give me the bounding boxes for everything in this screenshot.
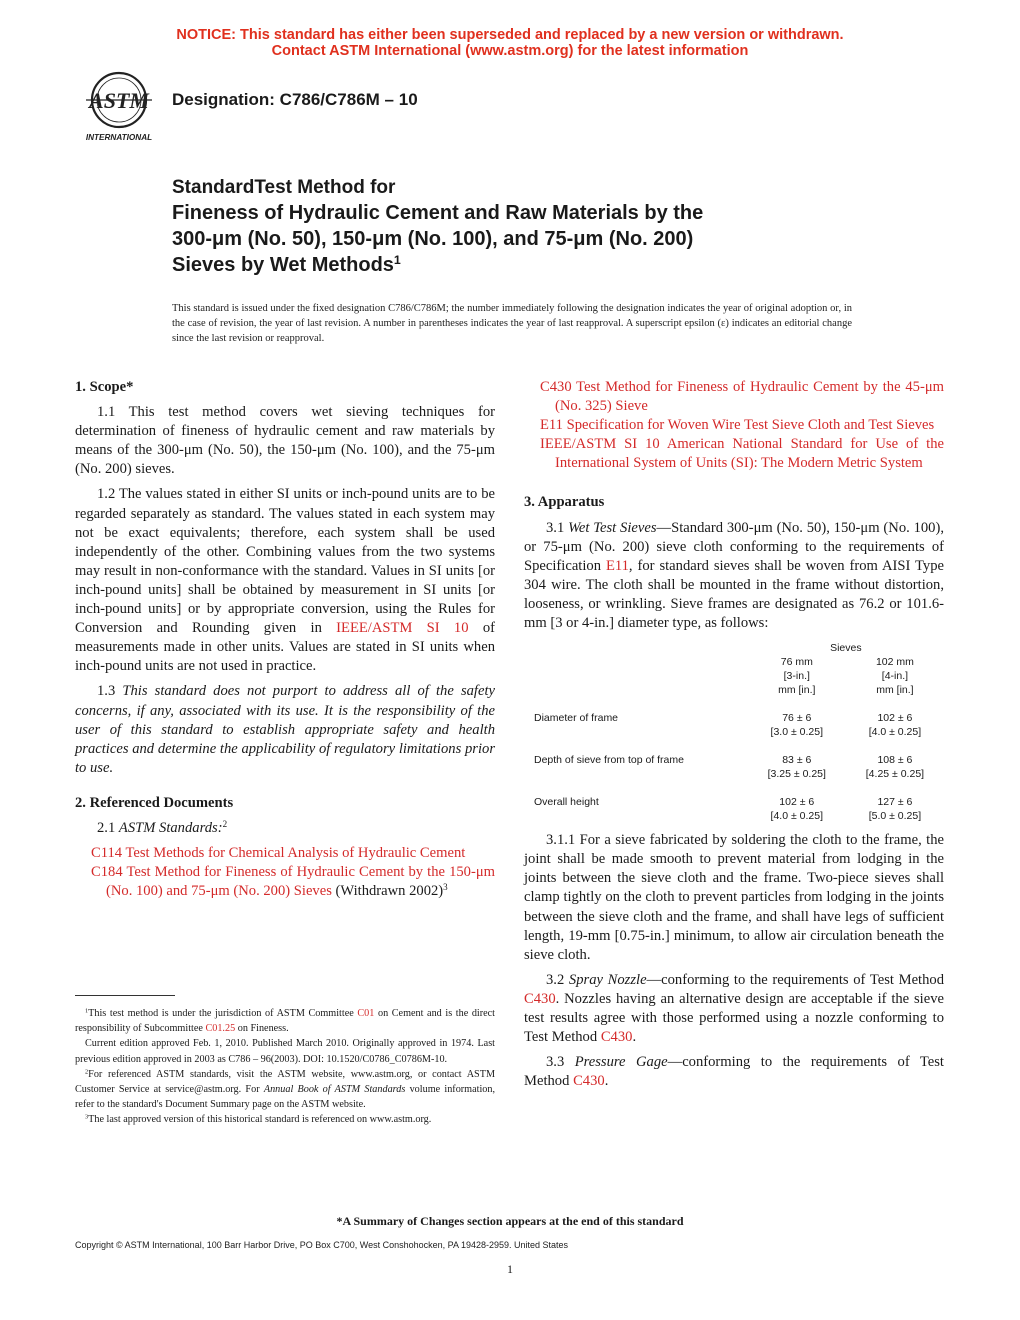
row-label: Depth of sieve from top of frame: [534, 754, 684, 767]
scope-1-3-text: This standard does not purport to address all of the safety concerns, if any, associated with its use. It is the responsibility of the user of this standard to establish appropriate safety and health practices and determine the applicability of regulatory limitations prior to use.: [75, 683, 495, 776]
footnote-divider: [75, 995, 175, 996]
ref-c430-code[interactable]: C430: [540, 379, 572, 395]
footnote-2-book-title: Annual Book of ASTM Standards: [263, 1084, 406, 1096]
issuance-statement: This standard is issued under the fixed designation C786/C786M; the number immediately following the designation indicates the year of original adoption or, in the case of revision, the year of last revision. A number in parentheses indicates the year of last reapproval. A superscript epsilon (ε) indicates an editorial change since the last revision or reapproval.: [172, 303, 852, 344]
row-value-inch: [4.0 ± 0.25]: [868, 726, 922, 739]
ref-c184-title[interactable]: Test Method for Fineness of Hydraulic Cement by the 150-μm (No. 100) and 75-μm (No. 200) Sieves: [106, 864, 496, 900]
ref-ieee-si10[interactable]: [524, 435, 944, 473]
apparatus-3-3-text: —conforming to the requirements of Test Method: [524, 1054, 944, 1090]
scope-1-2: [75, 485, 495, 676]
notice-line-2: Contact ASTM International (www.astm.org) for the latest information: [271, 43, 749, 59]
ref-c114[interactable]: [75, 844, 495, 863]
table-row: [524, 753, 944, 767]
subcommittee-c0125-link[interactable]: C01.25: [205, 1023, 236, 1035]
ref-si10-title[interactable]: American National Standard for Use of the International System of Units (SI): The Modern Metric System: [555, 436, 944, 472]
wet-test-sieves-term: Wet Test Sieves: [568, 519, 657, 536]
c430-link[interactable]: C430: [600, 1029, 633, 1046]
document-title: [172, 176, 872, 278]
footnote-2-text: For referenced ASTM standards, visit the ASTM website, www.astm.org, or contact ASTM Customer Service at service@astm.org. For: [75, 1068, 495, 1096]
apparatus-3-1: [524, 519, 944, 634]
footnote-1-text-c: on Fineness.: [237, 1023, 289, 1035]
apparatus-3-3-end: .: [604, 1073, 609, 1090]
ref-e11-title[interactable]: Specification for Woven Wire Test Sieve Cloth and Test Sieves: [566, 417, 935, 434]
footnotes: [75, 1006, 495, 1128]
row-value: 102 ± 6: [877, 712, 913, 725]
left-column: [75, 378, 495, 901]
spray-nozzle-term: Spray Nozzle: [568, 971, 647, 988]
copyright-line: Copyright © ASTM International, 100 Barr Harbor Drive, PO Box C700, West Conshohocken, PA 19428-2959. United States: [75, 1240, 569, 1250]
logo-subtext: INTERNATIONAL: [85, 133, 153, 142]
apparatus-3-1-text: —Standard 300-μm (No. 50), 150-μm (No. 100), or 75-μm (No. 200) sieve cloth conforming to the requirements of Specification: [524, 519, 944, 574]
title-line-4: Sieves by Wet Methods: [172, 254, 394, 276]
row-value-inch: [3.25 ± 0.25]: [767, 768, 826, 781]
referenced-docs-heading: 2. Referenced Documents: [75, 794, 234, 811]
pressure-gage-term: Pressure Gage: [574, 1054, 668, 1071]
col2-header-a: 102 mm: [875, 656, 914, 669]
ref-c430-title[interactable]: Test Method for Fineness of Hydraulic Cement by the 45-μm (No. 325) Sieve: [555, 379, 944, 415]
footnote-1-text-b: on Cement and is the direct responsibility of Subcommittee: [75, 1008, 496, 1035]
ref-c184-code[interactable]: C184: [91, 864, 123, 881]
ref-e11-code[interactable]: E11: [540, 417, 563, 434]
apparatus-heading: 3. Apparatus: [524, 494, 605, 511]
title-line-2: Fineness of Hydraulic Cement and Raw Materials by the: [172, 202, 704, 224]
summary-of-changes-note: *A Summary of Changes section appears at the end of this standard: [336, 1214, 684, 1228]
footnote-1: [75, 1006, 495, 1036]
scope-1-3-number: 1.3: [97, 683, 116, 700]
footnote-1-text: This test method is under the jurisdiction of ASTM Committee: [88, 1008, 354, 1019]
apparatus-3-2-text-mid: . Nozzles having an alternative design are acceptable if the sieve test results agree with those performed using a nozzle conforming to Test Method: [524, 990, 944, 1046]
row-label: Diameter of frame: [534, 712, 619, 725]
table-row: [524, 711, 944, 725]
row-value-inch: [4.25 ± 0.25]: [865, 768, 925, 781]
row-value-inch: [3.0 ± 0.25]: [770, 726, 824, 739]
col2-header-c: mm [in.]: [876, 684, 914, 697]
col2-header-b: [4-in.]: [881, 670, 909, 683]
e11-link[interactable]: E11: [605, 557, 629, 574]
title-line-3: 300-μm (No. 50), 150-μm (No. 100), and 75-μm (No. 200): [172, 228, 694, 250]
committee-c01-link[interactable]: C01: [357, 1008, 375, 1019]
row-value: 127 ± 6: [877, 796, 913, 809]
ref-c114-title[interactable]: Test Methods for Chemical Analysis of Hydraulic Cement: [125, 845, 466, 862]
col1-header-b: [3-in.]: [783, 670, 810, 683]
col1-header-c: mm [in.]: [778, 684, 816, 697]
footnote-1-mark: 1: [85, 1007, 89, 1015]
row-value-inch: [4.0 ± 0.25]: [770, 810, 824, 823]
scope-1-3: [75, 682, 495, 777]
scope-1-2-text-end: of measurements made in other units. Values are stated in SI units when inch-pound units are not used in practice.: [75, 620, 495, 675]
footnote-3-mark: 3: [85, 1113, 89, 1121]
ref-c184[interactable]: [75, 863, 495, 901]
apparatus-3-3-number: 3.3: [546, 1054, 565, 1071]
page-number: 1: [507, 1262, 513, 1276]
apparatus-3-1-1: 3.1.1 For a sieve fabricated by soldering the cloth to the frame, the joint shall be made smooth to prevent material from lodging in the joints between the sieve cloth and the frame. Two-piece sieves shall clamp tightly on the cloth to prevent particles from lodging in the joints between the sieve cloth and the frame, and shall have legs of sufficient length, 19-mm [0.75-in.] minimum, to allow air circulation beneath the sieve cloth.: [524, 832, 944, 963]
row-value: 76 ± 6: [782, 712, 812, 725]
c430-link[interactable]: C430: [573, 1073, 605, 1090]
footnote-3: [75, 1112, 495, 1127]
c430-link[interactable]: C430: [524, 990, 556, 1007]
supersede-notice: [0, 27, 1020, 59]
footnote-1-edition: Current edition approved Feb. 1, 2010. Published March 2010. Originally approved in 1974. Last previous edition approved in 2003 as C786 – 96(2003). DOI: 10.1520/C0786_C0786M-10.: [75, 1038, 495, 1065]
scope-1-1: 1.1 This test method covers wet sieving techniques for determination of fineness of hydraulic cement and raw materials by means of the 300-μm (No. 50), the 150-μm (No. 100), and the 75-μm (No. 200) sieves.: [75, 404, 495, 478]
col1-header-a: 76 mm: [780, 656, 813, 669]
right-column: [524, 378, 944, 1097]
astm-standards-footnote-mark: 2: [222, 819, 228, 829]
apparatus-3-2-text: —conforming to the requirements of Test Method: [646, 971, 944, 988]
scope-heading: 1. Scope*: [75, 379, 134, 395]
ref-si10-code[interactable]: IEEE/ASTM SI 10: [540, 436, 660, 453]
notice-line-1: NOTICE: This standard has either been superseded and replaced by a new version or withdrawn.: [176, 27, 844, 43]
title-footnote-mark: 1: [393, 253, 401, 268]
astm-logo: [74, 70, 164, 146]
row-value: 83 ± 6: [782, 754, 812, 767]
ref-c430[interactable]: [524, 378, 944, 416]
apparatus-3-1-text-end: , for standard sieves shall be woven from AISI Type 304 wire. The cloth shall be mounted in the frame without distortion, looseness, or wrinkling. Sieve frames are designated as 76.2 or 101.6-mm [3 or 4-in.] diameter type, as follows:: [524, 557, 944, 632]
designation: Designation: C786/C786M – 10: [172, 90, 418, 109]
sieve-dimensions-table: [524, 641, 944, 823]
ref-e11[interactable]: [524, 416, 944, 435]
scope-1-2-text: 1.2 The values stated in either SI units or inch-pound units are to be regarded separately as standard. The values stated in each system may not be exact equivalents; therefore, each system shall be used independently of the other. Combining values from the two systems may result in non-conformance with the standard. Values in SI units [or inch-pound units] shall be obtained by measurement in SI units [or inch-pound units] or by appropriate conversion, using the Rules for Conversion and Rounding given in: [75, 486, 495, 637]
apparatus-3-2-number: 3.2: [546, 971, 565, 988]
table-row: [524, 795, 944, 809]
ref-c184-footnote-mark: 3: [443, 882, 448, 893]
ref-c184-withdrawn: (Withdrawn 2002): [335, 883, 444, 900]
ref-c114-code[interactable]: C114: [91, 845, 123, 862]
footnote-2-mark: 2: [85, 1068, 89, 1076]
astm-standards-number: 2.1: [97, 819, 116, 836]
row-value-inch: [5.0 ± 0.25]: [868, 810, 922, 823]
astm-standards-label: ASTM Standards:: [118, 819, 223, 836]
row-value: 102 ± 6: [779, 796, 815, 809]
row-label: Overall height: [534, 796, 599, 809]
row-value: 108 ± 6: [877, 754, 913, 767]
apparatus-3-3: [524, 1053, 944, 1091]
footnote-2: [75, 1067, 495, 1113]
apparatus-3-1-number: 3.1: [546, 519, 565, 536]
footnote-2-text-b: volume information, refer to the standard's Document Summary page on the ASTM website.: [75, 1084, 496, 1111]
apparatus-3-2: [524, 971, 944, 1047]
astm-logo-icon: [74, 70, 164, 146]
logo-wordmark: ASTM: [89, 88, 149, 113]
title-line-1: StandardTest Method for: [172, 177, 396, 198]
footnote-3-text: The last approved version of this historical standard is referenced on www.astm.org.: [88, 1114, 432, 1126]
table-group-header: Sieves: [830, 642, 862, 655]
astm-standards-subheading: [75, 819, 495, 838]
ieee-si10-link[interactable]: IEEE/ASTM SI 10: [336, 620, 469, 637]
apparatus-3-2-end: .: [632, 1029, 637, 1046]
